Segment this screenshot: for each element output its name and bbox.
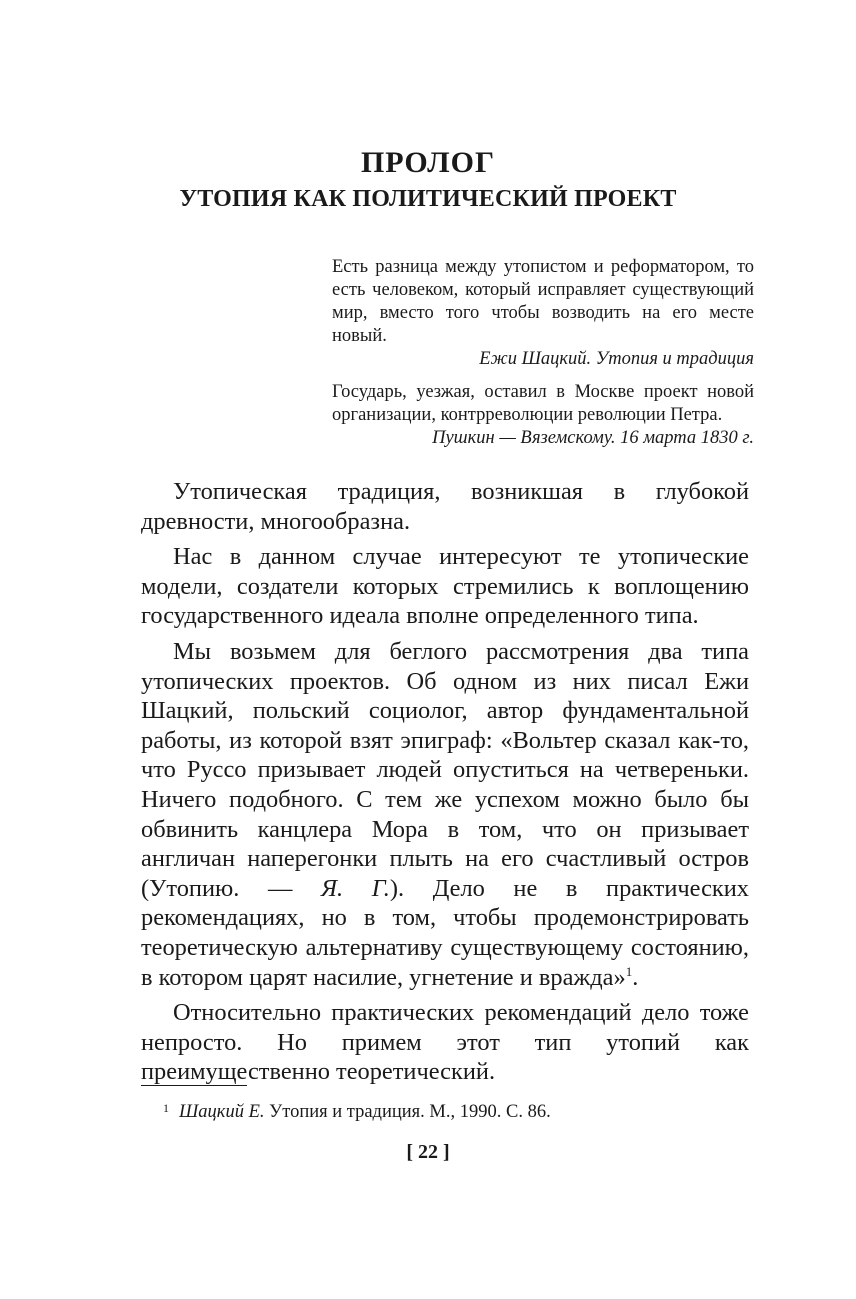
paragraph-text: ). Дело не в практических рекомендациях, но в том, чтобы продемонстрировать теоретическую альтернативу существующему состоянию, в котором царят насилие, угнетение и вражда»: [141, 874, 749, 991]
paragraph: Нас в данном случае интересуют те утопические модели, создатели которых стремились к воплощению государственного идеала вполне определенного типа.: [141, 543, 749, 630]
footnote-mark: 1: [163, 1101, 169, 1115]
footnote-divider: [141, 1085, 247, 1086]
paragraph: Относительно практических рекомендаций дело тоже непросто. Но примем этот тип утопий как преимущественно теоретический.: [141, 999, 749, 1086]
footnote-reference[interactable]: 1: [625, 963, 633, 979]
epigraph-source: Ежи Шацкий. Утопия и традиция: [479, 349, 754, 369]
epigraphs: [332, 256, 754, 450]
editor-initials: Я. Г.: [320, 874, 390, 902]
chapter-subtitle: УТОПИЯ КАК ПОЛИТИЧЕСКИЙ ПРОЕКТ: [179, 186, 677, 212]
epigraph-text: Государь, уезжая, оставил в Москве проект новой организации, контрреволюции революции Петра.: [332, 382, 754, 425]
paragraph: Утопическая традиция, возникшая в глубокой древности, многообразна.: [141, 478, 749, 535]
main-text: [141, 477, 749, 1087]
epigraph: [332, 381, 754, 450]
footnote: [163, 1097, 551, 1123]
epigraph: [332, 256, 754, 371]
chapter-title: ПРОЛОГ: [360, 146, 496, 179]
footnote-author: Шацкий Е.: [179, 1102, 265, 1122]
epigraph-source: Пушкин — Вяземскому. 16 марта 1830 г.: [432, 428, 754, 448]
page-number: [ 22 ]: [406, 1141, 450, 1163]
paragraph: [141, 637, 749, 992]
paragraph-text: .: [632, 963, 639, 991]
epigraph-text: Есть разница между утопистом и реформатором, то есть человеком, который исправляет существующий мир, вместо того чтобы возводить на его месте новый.: [332, 257, 754, 346]
footnote-text: Утопия и традиция. М., 1990. С. 86.: [264, 1102, 551, 1122]
paragraph-text: Мы возьмем для беглого рассмотрения два типа утопических проектов. Об одном из них писал Ежи Шацкий, польский социолог, автор фундаментальной работы, из которой взят эпиграф: «Вольтер сказал как-то, что Руссо призывает людей опуститься на четвереньки. Ничего подобного. С тем же успехом можно было бы обвинить канцлера Мора в том, что он призывает англичан наперегонки плыть на его счастливый остров (Утопию. —: [141, 637, 749, 902]
